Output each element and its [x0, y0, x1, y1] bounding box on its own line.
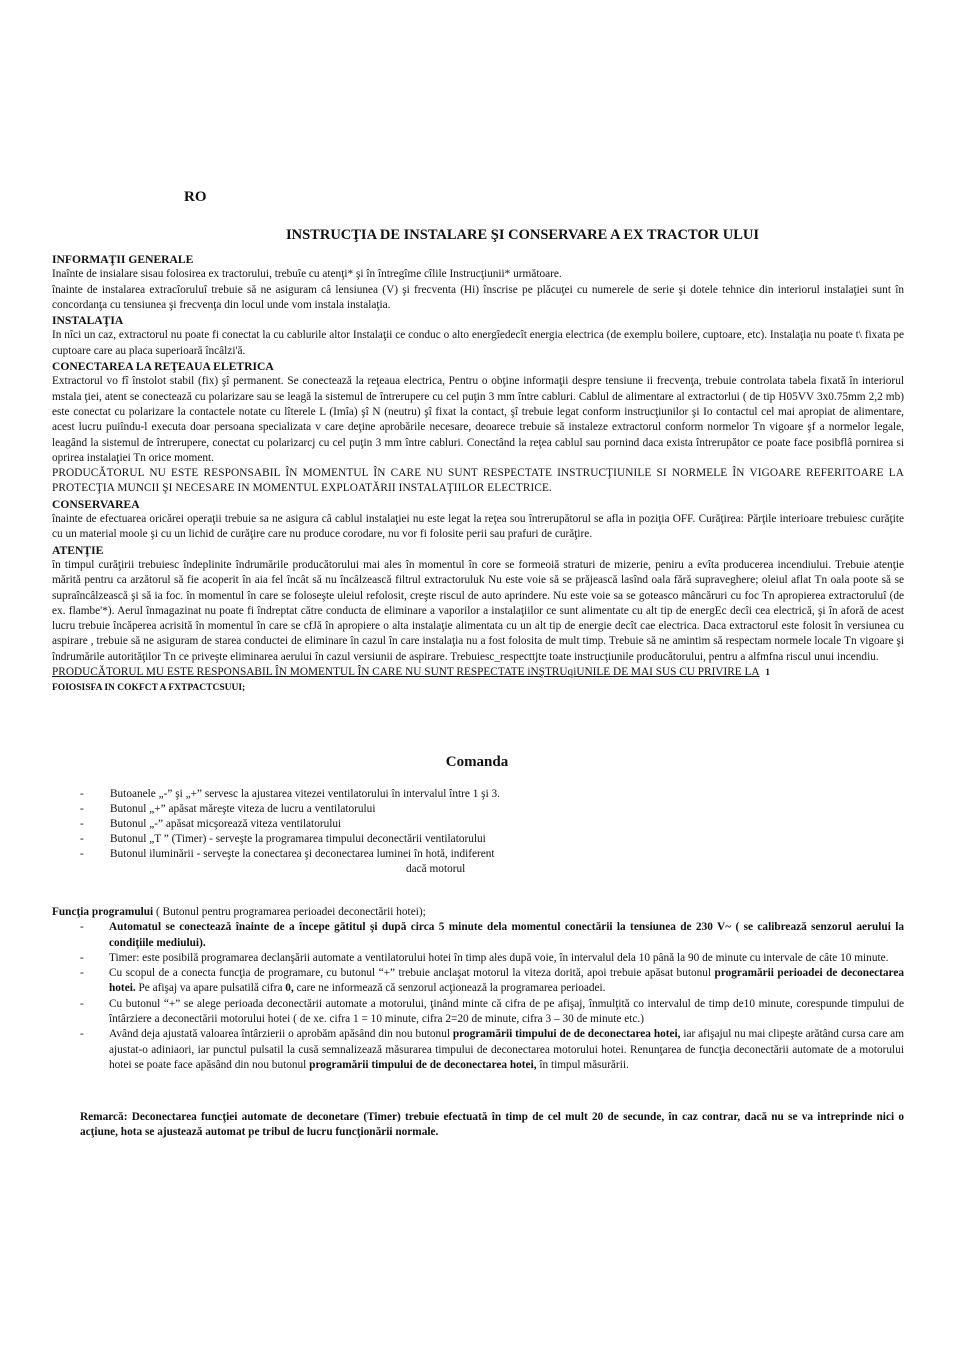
- section-heading-electrical: CONECTAREA LA REŢEAUA ELETRICA: [52, 360, 274, 374]
- program-function: [52, 905, 904, 1073]
- list-item: [52, 997, 904, 1028]
- list-item: [80, 802, 580, 817]
- page-marker: 1: [765, 668, 770, 679]
- list-item: [52, 951, 904, 966]
- list-item-bold: Automatul se conectează înainte de a începe gătitul şi după circa 5 minute dela momentul conectării la tensiunea de 230 V~ ( se calibrează senzorul aerului la condiţiile mediului).: [109, 921, 904, 949]
- bullet-dash: -: [80, 921, 84, 934]
- list-item: [52, 920, 904, 951]
- bullet-dash: -: [80, 848, 84, 860]
- list-item-text: Butonul „T ” (Timer) - serveşte la programarea timpului deconectării ventilatorului: [110, 833, 486, 845]
- list-item-text: Butonul iluminării - serveşte la conectarea şi deconectarea luminei în hotă, indiferent: [110, 848, 495, 860]
- remark-note: Remarcă: Deconectarea funcţiei automate de deconetare (Timer) trebuie efectuată în timp de cel mult 20 de secunde, în caz contrar, dacă nu se va intreprinde nici o acţiune, hota se ajustează automat pe tribul de lucru funcţionării normale.: [80, 1111, 904, 1139]
- section-body-maintenance: înainte de efectuarea oricărei operaţii trebuie sa ne asigura câ cablul instalaţiei nu este legat la reţea sou întrerupătorul se afla in poziţia OFF. Curăţirea: Părţile interioare trebuiesc curăţite cu un material moole şi cu un lichid de curăţire care nu produce corodare, nu vor fi folosite perii sau prafuri de curăţire.: [52, 513, 904, 541]
- bullet-dash: -: [80, 818, 84, 830]
- list-item: [52, 966, 904, 997]
- document-title: INSTRUCŢIA DE INSTALARE ŞI CONSERVARE A EX TRACTOR ULUI: [286, 227, 760, 243]
- underlined-warning: PRODUCĂTORUL MU ESTE RESPONSABIL ÎN MOMENTUL ÎN CARE NU SUNT RESPECTATE iNŞTRUqiUNILE DE MAI SUS CU PRIVIRE LA: [52, 666, 760, 679]
- list-item-bold: programării perioadei de deconectarea hotei.: [109, 967, 904, 995]
- list-item-text: care ne informează că senzorul acţionează la programarea perioadei.: [293, 982, 606, 995]
- program-heading: Funcţia programului: [52, 906, 154, 918]
- list-item: [80, 817, 580, 832]
- list-item-continuation: dacă motorul: [406, 863, 466, 875]
- list-item-bold: programării timpului de de deconectarea hotei,: [452, 1028, 681, 1041]
- section-body-installation: In nîci un caz, extractorul nu poate fi conectat la cu cablurile altor Instalaţii ce conduc o alto energîedecît energia electrica (de exemplu boilere, cuptoare, etc). Instalaţia nu poate t\ fixata pe cuptoare care au placa superioară încâlzi'ă.: [52, 329, 904, 357]
- section-heading-maintenance: CONSERVAREA: [52, 497, 140, 511]
- bullet-dash: -: [80, 997, 84, 1010]
- list-item-text: iar afişajul nu mai clipeşte arătând cursa care am ajustat-o adiniaori, iar punctul pulsatil la cusă semnalizează măsurarea timpului de deconectarea motorului hotei. Renunţarea de funcţia deconectării automate de a motorului hotei se poate face apăsând din nou butonul: [109, 1028, 904, 1071]
- list-item: [80, 832, 580, 847]
- bullet-dash: -: [80, 788, 84, 800]
- section-heading-general: INFORMAŢII GENERALE: [52, 253, 194, 266]
- language-code: RO: [184, 189, 207, 205]
- list-item-text: Pe afişaj va apare pulsatilă cifra: [135, 982, 286, 995]
- bullet-dash: -: [80, 803, 84, 815]
- list-item: [80, 787, 580, 802]
- section-body-attention: în timpul curăţirii trebuiesc îndeplinite îndrumările producătorului mai ales în momentul în core se formeoiă straturi de mizerie, peniru a evîta producerea incendiului. Trebuie atenţie mărită pentru ca arzătorul să fie acoperit în aia fel încât să nu încâlzească filtrul extractoruluk Nu este voie să se prăjească lasînd oala fără supraveghere; oleiul aflat Tn oala poote să se supraîncâlzească şi să ia foc. în momentul în care se foloseşte uleiul refolosit, creşte riscul de auto aprindere. Nu este voie sa se goteasco mâncăruri cu foc Tn apropierea extractoruluî (de ex. flambe'*). Aerul înmagazinat nu poate fi îndreptat către conducta de eliminare a vaporilor a instalaţiilor ce sunt alimentate cu alt tip de energEc decîi cea electrică, şi în aforă de acest lucru trebuie încăperea acrisită în momentul în care se cfJă în apropiere o alta instalaţie alimentata cu un alt tip de energie decît cae electrica. Daca extractorul este folosit în versiunea cu aspirare , trebuie să ne asiguram de starea conductei de eliminare în cazul în care instalaţia nu a fost folosita de mult timp. Trebuie să ne amintim să respectam normele locale Tn vigoare şi îndrumările autorităţilor Tn ce priveşte eliminarea aerului în cazul versiunii de aspirare. Trebuiesc_respecttjte toate instrucţiunile producătorului, pentru a alfmfna riscul unui incendiu.: [52, 558, 904, 663]
- list-item-text: Butonul „+” apăsat măreşte viteza de lucru a ventilatorului: [110, 803, 376, 815]
- section-warning-attention: [52, 665, 904, 681]
- bullet-dash: -: [80, 833, 84, 845]
- list-item-text: Butonul „-” apăsat micşorează viteza ventilatorului: [110, 818, 342, 830]
- controls-title: Comanda: [445, 754, 509, 770]
- list-item: [80, 847, 580, 862]
- bullet-dash: -: [80, 967, 84, 980]
- list-item-text: Cu butonul “+” se alege perioada deconectării automate a motorului, ţinând minte că cifra de pe afişaj, înmulţită co intervalul de timp de10 minute, corespunde timpului de întârziere a deconectării motorului hotei ( de xe. cifra 1 = 10 minute, cifra 2=20 de minute, cifra 3 – 30 de minute etc.): [109, 997, 904, 1026]
- section-warning-electrical: PRODUCĂTORUL NU ESTE RESPONSABIL ÎN MOMENTUL ÎN CARE NU SUNT RESPECTATE INSTRUCŢIUNILE SI NORMELE ÎN VIGOARE REFERITOARE LA PROTECŢIA MUNCII ŞI NECESARE IN MOMENTUL EXPLOATĂRII INSTALAŢIILOR ELECTRICE.: [52, 467, 904, 495]
- list-item-text: Cu scopul de a conecta funcţia de programare, cu butonul “+” trebuie anclaşat motorul la viteza dorită, apoi trebuie apăsat butonul: [109, 967, 715, 980]
- section-heading-attention: ATENŢIE: [52, 543, 104, 557]
- installation-instructions: [52, 252, 904, 697]
- bullet-dash: -: [80, 951, 84, 964]
- section-body-electrical: Extractorul vo fî înstolot stabil (fix) şî permanent. Se conectează la reţeaua electrica, Pentru o obţine informaţii despre tensiune ii frecvenţa, trebuie controlata tabela fixată în interiorul mstala ţiei, atent se conectează cu polarizare sau se leagă la sistemul de întrerupere cu cel puţin 3 mm între cabluri. Cablul de alimentare al extractorlui ( de tip H05VV 3x0.75mm 2,2 mb) este conectat cu polarizare la contactele notate cu lîterele L (Imîa) şî N (neutru) şî fixat la contact, şî trebuie legat conform instrucţiunilor şi Io contactul cel mai apropiat de alimentare, acest lucru puiîndu-l executa doar persoana specializata v care deţine aprobările necesare, deoarece trebuie să instaleze extractorul conform normelor Tn vigoare şf a normelor legale, leagând la sistemul de întrerupere, conectat cu polarizarcj cu cel puţin 3 mm între cabluri. Conectând la reţea cablul sau pornind daca exista întrerupător ce poate face posibflâ pornirea si oprirea instalaţiei Tn orice moment.: [52, 375, 904, 464]
- list-item-text: Timer: este posibilă programarea declanşării automate a ventilatorului hotei în timp ales după voie, în intervalul dela 10 până la 90 de minute cu intervale de câte 10 minute.: [109, 951, 889, 964]
- list-item-text: Butoanele „-” şi „+” servesc la ajustarea vitezei ventilatorului în intervalul între 1 şi 3.: [110, 788, 501, 800]
- controls-list: [80, 787, 580, 877]
- section-footnote: FOIOSISFA IN COKFCT A FXTPACTCSUUI;: [52, 683, 246, 694]
- list-item-bold: programării timpului de de deconectarea hotei,: [309, 1058, 537, 1071]
- program-heading-line: [52, 905, 904, 920]
- program-heading-note: ( Butonul pentru programarea perioadei deconectării hotei);: [153, 906, 426, 918]
- section-body-general: Inaînte de insialare sisau folosirea ex tractorului, trebuîe cu atenţi* şi în întregîme cîlile Instrucţiunii* următoare. înainte de instalarea extracîoruluî trebuie să ne asiguram câ lensiunea (V) şi frecventa (Hi) înscrise pe plăcuţei cu numerele de serie şi dotele tehnice din interiorul instalaţiei sunt în concordanţa cu tensiunea şi frecvenţa din locul unde vom instala instalaţia.: [52, 268, 904, 311]
- list-item-text: Având deja ajustată valoarea întârzierii o aprobăm apăsând din nou butonul: [109, 1028, 453, 1041]
- list-item-bold: 0,: [285, 982, 294, 995]
- bullet-dash: -: [80, 1028, 84, 1041]
- list-item-text: în timpul măsurării.: [536, 1058, 629, 1071]
- list-item: [52, 1027, 904, 1073]
- section-heading-installation: INSTALAŢIA: [52, 314, 124, 328]
